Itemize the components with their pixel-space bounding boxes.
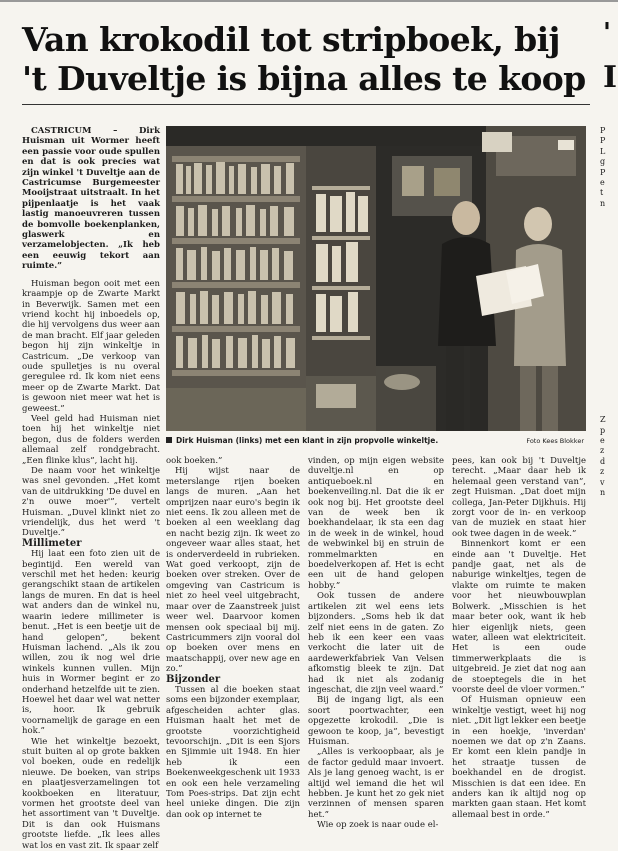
edge-letter: t xyxy=(600,188,604,198)
edge-letter: n xyxy=(600,198,606,208)
top-rule xyxy=(0,0,618,2)
adjacent-article-edge xyxy=(600,126,618,826)
headline-rule xyxy=(22,104,590,105)
column-1 xyxy=(22,126,161,851)
caption-text: Dirk Huisman (links) met een klant in zijn propvolle winkeltje. xyxy=(176,436,439,445)
edge-letter: n xyxy=(600,488,606,498)
photo-caption xyxy=(166,434,586,448)
paragraph: Hij laat een foto zien uit de begintijd. Een wereld van verschil met het heden: keurig gerangschikt staan de artikelen langs de muren. En dat is heel wat anders dan de winkel nu, waarin iedere millimeter is benut. „Het is een beetje uit de hand gelopen”, bekent Huisman lachend. „Als ik zou willen, zou ik nog wel drie winkels kunnen vullen. Mijn huis in Wormer begint er zo onderhand hetzelfde uit te zien. Hoewel het daar wel wat netter is, hoor. Ik gebruik voornamelijk de garage en een hok.” xyxy=(22,549,160,737)
subhead-millimeter: Millimeter xyxy=(22,537,82,549)
edge-letter: P xyxy=(600,136,606,146)
edge-letter: P xyxy=(600,126,606,135)
paragraph: ook boeken.” xyxy=(166,456,223,466)
edge-letter: P xyxy=(600,167,606,177)
paragraph: vinden, op mijn eigen website duveltje.nl en op antiqueboek.nl en boekenveiling.nl. Dat die ik er ook nog bij. Het grootste deel van de week ben ik boekhandelaar, ik sta een dag in de week in de winkel, houd de webwinkel bij en struin de rommelmarkten en boedelverkopen af. Het is echt een uit de hand gelopen hobby.” xyxy=(308,456,444,591)
column-3 xyxy=(308,456,444,831)
edge-letter: p xyxy=(600,425,606,435)
paragraph: De naam voor het winkeltje was snel gevonden. „Het komt van de uitdrukking 'De duvel en z'n ouwe moer'”, vertelt Huisman. „Duvel klinkt niet zo vriendelijk, dus het werd 't Duveltje.” xyxy=(22,466,161,539)
headline: Van krokodil tot stripboek, bij 't Duveltje is bijna alles te koop xyxy=(22,20,586,98)
paragraph: Hij wijst naar de meterslange rijen boeken langs de muren. „Aan het omprijzen naar euro's begin ik niet eens. Ik zou alleen met de boeken al een weeklang dag en nacht bezig zijn. Ik weet zo ongeveer waar alles staat, het is onderverdeeld in rubrieken. Wat goed verkoopt, zijn de boeken over streken. Over de omgeving van Castricum is niet zo heel veel uitgebracht, maar over de Zaanstreek juist weer wel. Daarvoor komen mensen ook speciaal bij mij. Castricummers zijn vooral dol op boeken over mens en maatschappij, over new age en zo.” xyxy=(166,466,300,675)
paragraph: Wie het winkeltje bezoekt, stuit buiten al op grote bakken vol boeken, oude en redelijk nieuwe. De boeken, van strips en plaatjesverzamelingen tot kookboeken en literatuur, vormen het grootste deel van het assortiment van 't Duveltje. Dit is dan ook Huismans grootste liefde. „Ik lees alles wat los en vast zit. Ik spaar zelf xyxy=(22,736,160,851)
edge-letter: z xyxy=(600,446,605,456)
paragraph: Of Huisman opnieuw een winkeltje vestigt, weet hij nog niet. „Dit ligt lekker een beetje in een hoekje, 'inverdan' noemen we dat op z'n Zaans. Er komt een klein pandje in het straatje tussen de boekhandel en de drogist. Misschien is dat een idee. En anders kan ik altijd nog op markten gaan staan. Het komt allemaal best in orde.” xyxy=(452,695,586,820)
paragraph: Ook tussen de andere artikelen zit wel eens iets bijzonders. „Soms heb ik dat zelf niet eens in de gaten. Zo heb ik een keer een vaas verkocht die later uit de aardewerkfabriek Van Velsen afkomstig bleek te zijn. Dat had ik niet als zodanig ingeschat, die zijn veel waard.” xyxy=(308,591,444,695)
lead-paragraph: CASTRICUM – Dirk Huisman uit Wormer heeft een passie voor oude spullen en dat is ook precies wat zijn winkel 't Duveltje aan de Castricumse Burgemeester Mooijstraat uitstraalt. In het pijpenlaatje is het vaak lastig manoeuvreren tussen de bomvolle boekenplanken, glaswerk en verzamelobjecten. „Ik heb een eeuwig tekort aan ruimte.” xyxy=(22,126,160,272)
shop-photo-image xyxy=(166,126,586,431)
paragraph: Wie op zoek is naar oude el- xyxy=(317,820,439,831)
edge-letter: Z xyxy=(600,415,606,425)
paragraph: „Alles is verkoopbaar, als je de factor geduld maar invoert. Als je lang genoeg wacht, is er altijd wel iemand die het wil hebben. Je kunt het zo gek niet verzinnen of mensen sparen het.” xyxy=(308,747,444,820)
edge-letter: d xyxy=(600,456,606,466)
subhead-bijzonder: Bijzonder xyxy=(166,673,221,685)
edge-letter: e xyxy=(600,436,605,446)
shop-photo xyxy=(166,126,586,431)
paragraph: Tussen al die boeken staat soms een bijzonder exemplaar, afgescheiden achter glas. Huisman haalt het met de grootste voorzichtigheid tevoorschijn. „Dit is een Sjors en Sjimmie uit 1948. En hier heb ik een Boekenweekgeschenk uit 1933 en ook een hele verzameling Tom Poes-strips. Dat zijn echt heel unieke dingen. Die zijn dan ook op internet te xyxy=(166,684,300,820)
paragraph: Binnenkort komt er een einde aan 't Duveltje. Het pandje gaat, net als de naburige winkeltjes, tegen de vlakte om ruimte te maken voor het nieuwbouwplan Bolwerk. „Misschien is het maar beter ook, want ik heb hier eigenlijk niets, geen water, alleen wat elektriciteit. Het is een oude timmerwerkplaats die is uitgebreid. Je ziet dat nog aan de stoeptegels die in het voorste deel de vloer vormen.” xyxy=(452,539,586,695)
column-2 xyxy=(166,456,300,818)
edge-gap xyxy=(600,209,618,415)
paragraph: Veel geld had Huisman niet toen hij het winkeltje niet begon, dus de folders werden allemaal zelf rondgebracht. „Een flinke klus”, lacht hij. xyxy=(22,413,160,466)
edge-fragment-bottom: I xyxy=(603,60,618,95)
column-4 xyxy=(452,456,586,818)
paragraph: Bij de ingang ligt, als een soort poortwachter, een opgezette krokodil. „Die is gewoon te koop, ja”, bevestigt Huisman. xyxy=(308,695,444,747)
edge-letter: e xyxy=(600,178,605,188)
edge-fragment-top: ' xyxy=(603,18,611,48)
paragraph: pees, kan ook bij 't Duveltje terecht. „Maar daar heb ik helemaal geen verstand van”, zegt Huisman. „Dat doet mijn collega, Jan-Peter Dijkhuis. Hij zorgt voor de in- en verkoop van de muziek en staat hier ook twee dagen in de week.” xyxy=(452,456,586,539)
photo-credit: Foto Kees Blokker xyxy=(526,437,584,445)
paragraph: Huisman begon ooit met een kraampje op de Zwarte Markt in Beverwijk. Samen met een vriend kocht hij inboedels op, die hij vervolgens dus weer aan de man bracht. Elf jaar geleden begon hij zijn winkeltje in Castricum. „De verkoop van oude spulletjes is nu overal geregulee rd. Ik kom niet eens meer op de Zwarte Markt. Dat is gewoon niet meer wat het is geweest.” xyxy=(22,278,160,414)
caption-bullet xyxy=(166,437,172,443)
edge-letter: g xyxy=(600,157,606,167)
edge-letter: v xyxy=(600,477,605,487)
edge-letter: L xyxy=(600,146,606,156)
edge-letter: z xyxy=(600,467,605,477)
